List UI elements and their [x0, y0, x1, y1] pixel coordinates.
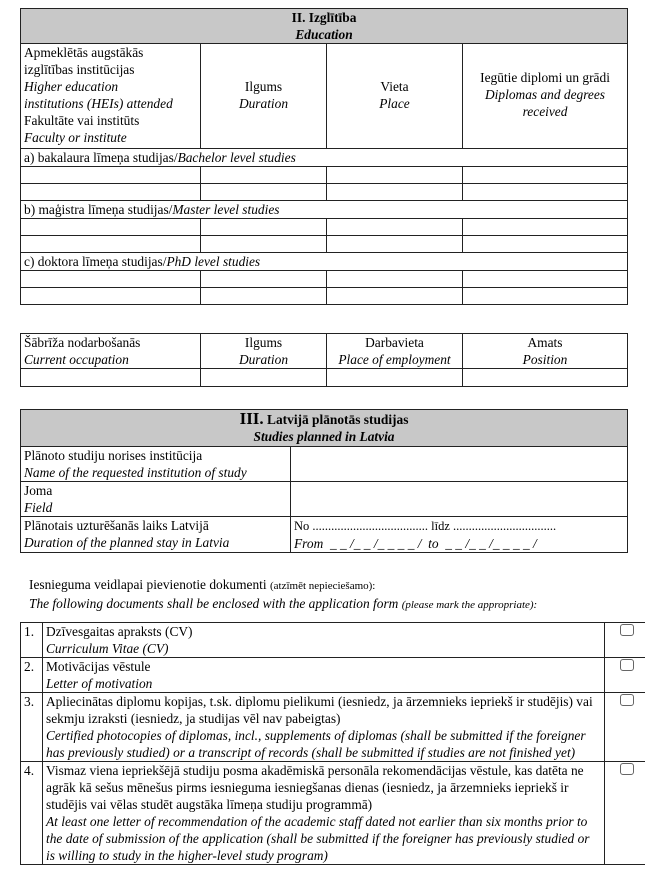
phd-cell[interactable]: [21, 271, 201, 288]
document-row: 4. Vismaz viena iepriekšējā studiju posma akadēmiskā personāla rekomendācijas vēstule, kas datēta ne agrāk kā sešus mēnešus pirms iesnieguma iesniegšanas dienas (iesniedz, ja ārzemnieks iepriekš ir studējis vai vēlas studēt augstāka līmeņa studiju programmā) At least one letter of recommendation of the academic staff dated not earlier than six months prior to the date of submission of the application (shall be submitted if the foreigner has previously studied or is willing to study in the higher-level study program): [21, 762, 645, 865]
bachelor-cell[interactable]: [21, 167, 201, 184]
documents-intro-en: The following documents shall be enclosed with the application form: [29, 596, 399, 611]
institution-field[interactable]: [291, 447, 628, 482]
document-row: 2. Motivācijas vēstule Letter of motivation: [21, 658, 645, 693]
col-place-header: Vieta Place: [327, 44, 463, 149]
document-row: 1. Dzīvesgaitas apraksts (CV) Curriculum Vitae (CV): [21, 623, 645, 658]
documents-intro-lv: Iesnieguma veidlapai pievienotie dokumenti: [29, 577, 267, 592]
education-table: [20, 8, 628, 305]
education-title-en: Education: [295, 27, 353, 42]
field-label: Joma Field: [21, 482, 291, 517]
studies-title-en: Studies planned in Latvia: [253, 429, 395, 444]
stay-input[interactable]: [291, 517, 628, 553]
studies-header: [21, 410, 628, 447]
checkbox[interactable]: [620, 694, 634, 706]
phd-label: c) doktora līmeņa studijas/PhD level studies: [21, 253, 628, 271]
studies-title-num: III.: [239, 409, 264, 428]
master-cell[interactable]: [21, 219, 201, 236]
phd-cell[interactable]: [21, 288, 201, 305]
documents-intro: Iesnieguma veidlapai pievienotie dokumenti (atzīmēt nepieciešamo): The following documents shall be enclosed with the application form (please mark the appropriate):: [29, 577, 538, 611]
bachelor-cell[interactable]: [21, 184, 201, 201]
education-title: II. Izglītība: [291, 10, 357, 25]
occupation-duration-header: Ilgums Duration: [201, 334, 327, 369]
occupation-cell[interactable]: [21, 369, 201, 387]
occupation-table: [20, 333, 628, 387]
document-row: 3. Apliecinātas diplomu kopijas, t.sk. diplomu pielikumi (iesniedz, ja ārzemnieks iepriekš ir studējis) vai sekmju izraksti (iesniedz, ja studijas vēl nav pabeigtas) Certified photocopies of diplomas, incl., supplements of diplomas (shall be submitted if the foreigner has previously studied) or a transcript of records (shall be submitted if studies are not finished yet): [21, 693, 645, 762]
stay-label: Plānotais uzturēšanās laiks Latvijā Duration of the planned stay in Latvia: [21, 517, 291, 553]
master-label: b) maģistra līmeņa studijas/Master level studies: [21, 201, 628, 219]
checkbox[interactable]: [620, 763, 634, 775]
col-diplomas-header: Iegūtie diplomi un grādi Diplomas and degrees received: [463, 44, 628, 149]
occupation-header: Šābrīža nodarbošanās Current occupation: [21, 334, 201, 369]
col-duration-header: Ilgums Duration: [201, 44, 327, 149]
stay-from-lv: No ..................................... līdz .................................: [294, 519, 557, 533]
studies-title: Latvijā plānotās studijas: [267, 412, 409, 427]
education-header: [21, 9, 628, 44]
checkbox[interactable]: [620, 624, 634, 636]
occupation-position-header: Amats Position: [463, 334, 628, 369]
col-institution-header: Apmeklētās augstākās izglītības institūcijas Higher education institutions (HEIs) attended Fakultāte vai institūts Faculty or institute: [21, 44, 201, 149]
field-input[interactable]: [291, 482, 628, 517]
bachelor-label: a) bakalaura līmeņa studijas/Bachelor level studies: [21, 149, 628, 167]
occupation-place-header: Darbavieta Place of employment: [327, 334, 463, 369]
studies-table: [20, 409, 628, 553]
master-cell[interactable]: [21, 236, 201, 253]
institution-label: Plānoto studiju norises institūcija Name of the requested institution of study: [21, 447, 291, 482]
documents-table: [20, 622, 645, 865]
checkbox[interactable]: [620, 659, 634, 671]
stay-from-en: From _ _ /_ _ /_ _ _ _ / to _ _ /_ _ /_ _ _ _ /: [294, 536, 537, 551]
